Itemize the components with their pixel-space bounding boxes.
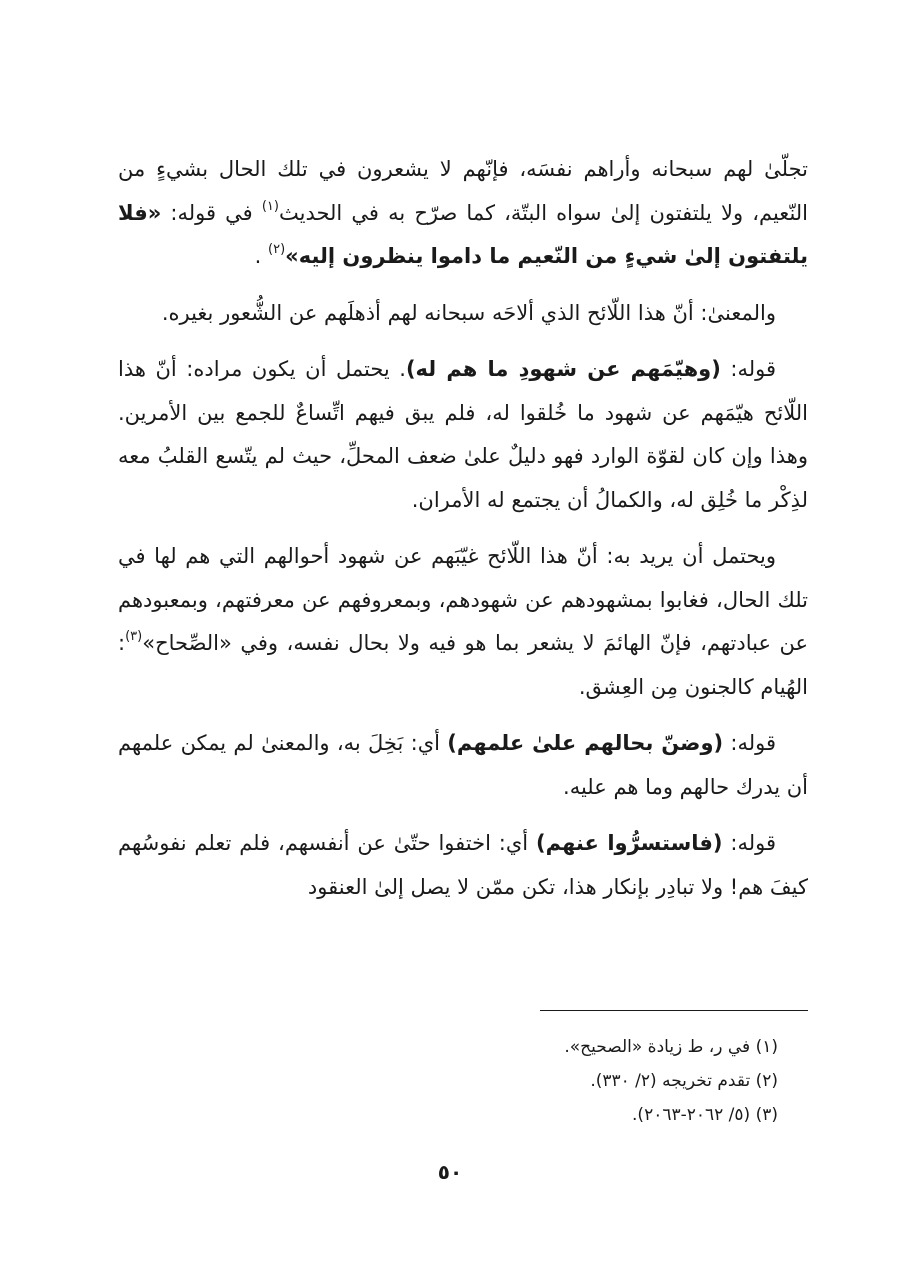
paragraph-2-text: والمعنىٰ: أنّ هذا اللّائح الذي ألاحَه سبحانه لهم أذهلَهم عن الشُّعور بغيره. [161,300,776,325]
page-number: ٥٠ [437,1160,463,1184]
quoted-phrase-2: (وضنّ بحالهم علىٰ علمهم) [447,731,724,755]
paragraph-6-text: أي: اختفوا حتّىٰ عن أنفسهم، فلم تعلم نفوسُهم كيفَ هم! ولا تبادِر بإنكار هذا، تكن ممّن لا يصل إلىٰ العنقود [118,831,808,899]
paragraph-3-lead: قوله: [720,357,777,381]
paragraph-3 [118,348,808,522]
paragraph-5-lead: قوله: [723,731,777,755]
quoted-phrase-3: (فاستسرُّوا عنهم) [536,831,723,855]
footnote-divider [540,1010,808,1011]
paragraph-1 [118,148,808,279]
hadith-quote: «فلا يلتفتون إلىٰ شيءٍ من النّعيم ما داموا ينظرون إليه» [118,200,808,268]
quoted-phrase-1: (وهيّمَهم عن شهودِ ما هم له) [405,357,721,381]
paragraph-1-text: تجلّىٰ لهم سبحانه وأراهم نفسَه، فإنّهم لا يشعرون في تلك الحال بشيءٍ من النّعيم، ولا يلتفتون إلىٰ سواه البتّة، كما صرّح به في الحديث [118,157,809,225]
footnote-3: (٣) (٥/ ٢٠٦٢-٢٠٦٣). [632,1105,778,1125]
paragraph-4-end: : الهُيام كالجنون مِن العِشق. [118,631,808,699]
paragraph-5 [118,722,808,809]
paragraph-1-end: . [254,244,268,268]
paragraph-6-lead: قوله: [722,831,776,855]
paragraph-3-text: . يحتمل أن يكون مراده: أنّ هذا اللّائح هيّمَهم عن شهود ما خُلقوا له، فلم يبق فيهم اتِّساعٌ للجمع بين الأمرين. وهذا وإن كان لقوّة الوارد فهو دليلٌ علىٰ ضعف المحلِّ، حيث لم يتّسع القلبُ معه لذِكْر ما خُلِق له، والكمالُ أن يجتمع له الأمران. [118,357,808,512]
paragraph-6 [118,822,808,909]
footnote-ref-3[interactable]: (٣) [125,629,143,644]
paragraph-5-text: أي: بَخِلَ به، والمعنىٰ لم يمكن علمهم أن يدرك حالهم وما هم عليه. [118,731,808,799]
paragraph-4 [118,535,808,709]
footnote-2: (٢) تقدم تخريجه (٢/ ٣٣٠). [590,1071,778,1091]
footnote-ref-2[interactable]: (٢) [268,242,286,257]
footnote-ref-1[interactable]: (١) [261,198,279,214]
paragraph-4-text: ويحتمل أن يريد به: أنّ هذا اللّائح غيّبَهم عن شهود أحوالهم التي هم لها في تلك الحال، فغابوا بمشهودهم عن شهودهم، وبمعروفهم عن معرفتهم، وبمعبودهم عن عبادتهم، فإنّ الهائمَ لا يشعر بما هو فيه ولا بحال نفسه، وفي «الصِّحاح» [118,544,808,655]
footnote-1: (١) في ر، ط زيادة «الصحيح». [564,1037,778,1057]
main-text [118,148,808,922]
paragraph-1-lead: في قوله: [161,200,262,225]
paragraph-2 [118,292,808,336]
footnotes [118,1030,808,1132]
